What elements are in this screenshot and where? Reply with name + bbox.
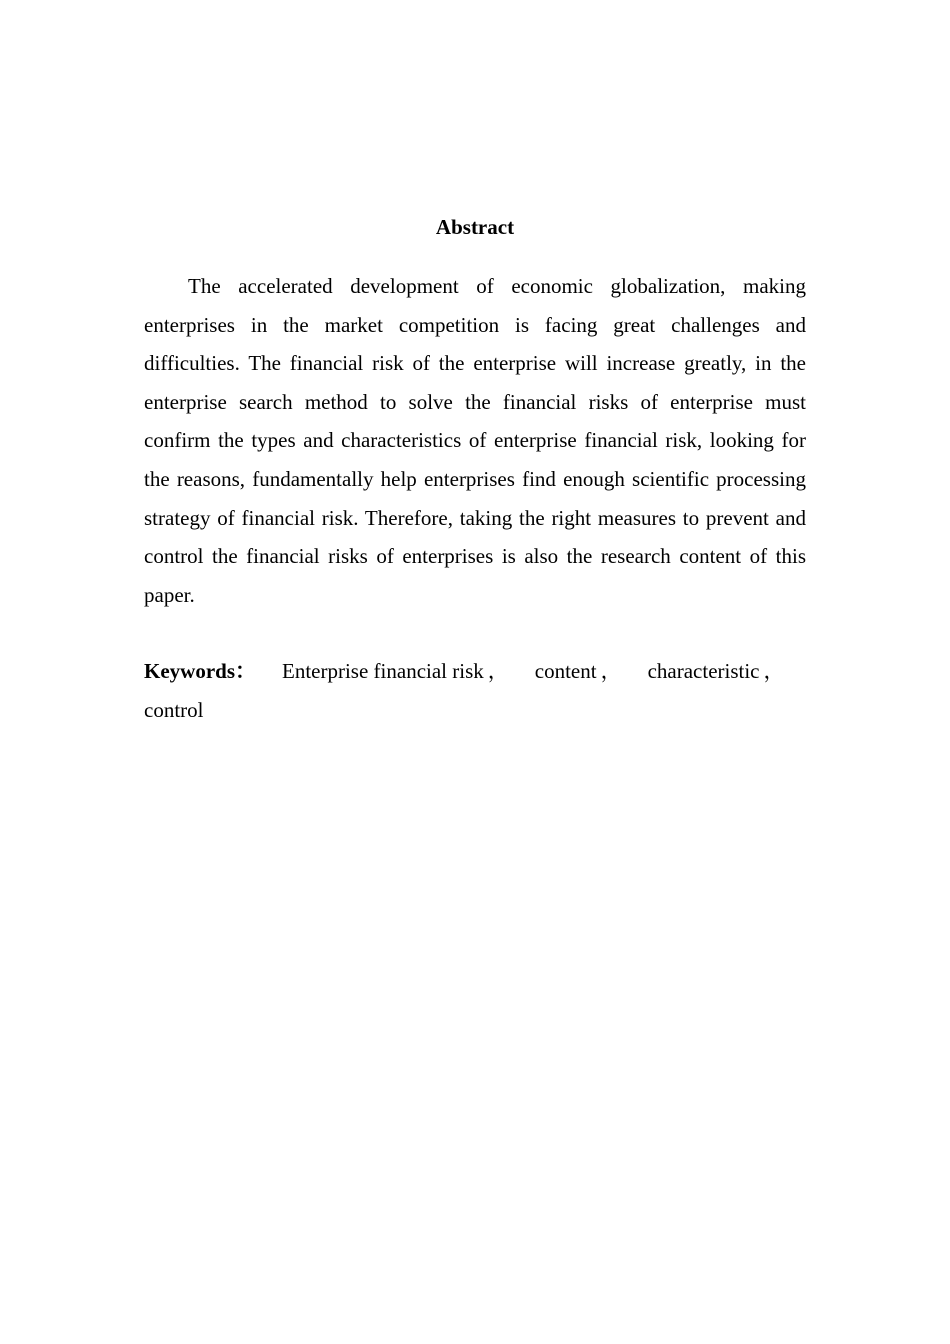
keywords-line <box>144 652 806 729</box>
keyword-item: Enterprise financial risk <box>282 659 484 683</box>
keywords-colon: ： <box>235 659 256 683</box>
keyword-item: content <box>534 659 597 683</box>
keyword-separator: ， <box>600 659 622 683</box>
keyword-item: control <box>144 697 204 722</box>
abstract-body-paragraph: The accelerated development of economic globalization, making enterprises in the market competition is facing great challenges and difficulties. The financial risk of the enterprise will increase greatly, in the enterprise search method to solve the financial risks of enterprise must confirm the types and characteristics of enterprise financial risk, looking for the reasons, fundamentally help enterprises find enough scientific processing strategy of financial risk. Therefore, taking the right measures to prevent and control the financial risks of enterprises is also the research content of this paper. <box>144 274 806 607</box>
keyword-separator: ， <box>487 659 509 683</box>
keywords-label: Keywords <box>144 659 235 683</box>
abstract-heading: Abstract <box>435 215 515 239</box>
keyword-item: characteristic <box>647 659 760 683</box>
keyword-separator: ， <box>763 659 785 683</box>
